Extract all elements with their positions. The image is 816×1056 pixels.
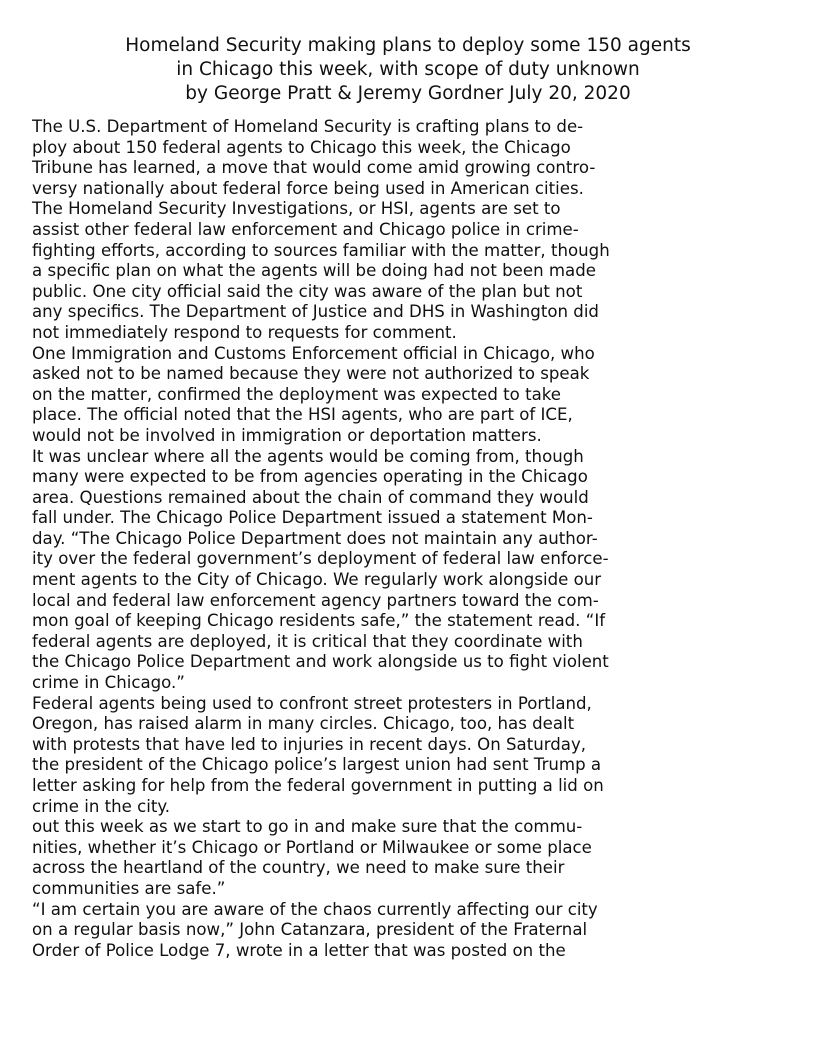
body-line: “I am certain you are aware of the chaos currently affecting our city <box>32 899 598 919</box>
article-title-block <box>30 34 786 106</box>
body-line: Tribune has learned, a move that would come amid growing contro- <box>32 158 596 178</box>
body-line: Oregon, has raised alarm in many circles. Chicago, too, has dealt <box>32 714 575 734</box>
body-line: asked not to be named because they were not authorized to speak <box>32 364 590 384</box>
body-line: Order of Police Lodge 7, wrote in a letter that was posted on the <box>32 940 566 960</box>
body-line: fall under. The Chicago Police Department issued a statement Mon- <box>32 508 593 528</box>
body-line: ploy about 150 federal agents to Chicago this week, the Chicago <box>32 137 571 157</box>
body-line: area. Questions remained about the chain of command they would <box>32 487 589 507</box>
article-body <box>32 117 792 961</box>
body-line: not immediately respond to requests for comment. <box>32 322 457 342</box>
body-line: crime in the city. <box>32 796 171 816</box>
body-line: One Immigration and Customs Enforcement official in Chicago, who <box>32 343 595 363</box>
article-title-line-1: Homeland Security making plans to deploy some 150 agents <box>125 35 691 56</box>
body-line: would not be involved in immigration or deportation matters. <box>32 425 542 445</box>
body-line: fighting efforts, according to sources familiar with the matter, though <box>32 240 610 260</box>
body-line: ity over the federal government’s deployment of federal law enforce- <box>32 549 609 569</box>
body-line: the Chicago Police Department and work alongside us to fight violent <box>32 652 609 672</box>
body-line: with protests that have led to injuries in recent days. On Saturday, <box>32 734 587 754</box>
body-line: place. The official noted that the HSI agents, who are part of ICE, <box>32 405 573 425</box>
body-line: Federal agents being used to confront street protesters in Portland, <box>32 693 592 713</box>
body-line: The Homeland Security Investigations, or HSI, agents are set to <box>32 199 561 219</box>
article-title-line-2: in Chicago this week, with scope of duty unknown <box>176 59 640 80</box>
body-line: local and federal law enforcement agency partners toward the com- <box>32 590 599 610</box>
body-line: crime in Chicago.” <box>32 673 185 693</box>
body-line: public. One city official said the city was aware of the plan but not <box>32 281 583 301</box>
body-line: assist other federal law enforcement and Chicago police in crime- <box>32 219 579 239</box>
body-line: mon goal of keeping Chicago residents safe,” the statement read. “If <box>32 611 606 631</box>
body-line: a specific plan on what the agents will be doing had not been made <box>32 261 596 281</box>
body-line: ment agents to the City of Chicago. We regularly work alongside our <box>32 570 602 590</box>
body-line: letter asking for help from the federal government in putting a lid on <box>32 776 604 795</box>
body-line: versy nationally about federal force being used in American cities. <box>32 178 584 198</box>
body-line: across the heartland of the country, we need to make sure their <box>32 858 565 878</box>
body-line: on the matter, confirmed the deployment was expected to take <box>32 384 561 404</box>
body-line: many were expected to be from agencies operating in the Chicago <box>32 467 588 487</box>
body-line: out this week as we start to go in and make sure that the commu- <box>32 817 583 837</box>
article-byline: by George Pratt & Jeremy Gordner July 20, 2020 <box>185 83 631 104</box>
body-line: day. “The Chicago Police Department does not maintain any author- <box>32 528 598 548</box>
body-line: communities are safe.” <box>32 878 226 898</box>
body-line: It was unclear where all the agents would be coming from, though <box>32 446 584 466</box>
body-line: the president of the Chicago police’s largest union had sent Trump a <box>32 755 602 775</box>
body-line: The U.S. Department of Homeland Security is crafting plans to de- <box>32 117 584 136</box>
body-line: on a regular basis now,” John Catanzara, president of the Fraternal <box>32 920 588 940</box>
body-line: any specifics. The Department of Justice and DHS in Washington did <box>32 302 599 322</box>
body-line: nities, whether it’s Chicago or Portland or Milwaukee or some place <box>32 837 592 857</box>
body-line: federal agents are deployed, it is critical that they coordinate with <box>32 631 583 651</box>
